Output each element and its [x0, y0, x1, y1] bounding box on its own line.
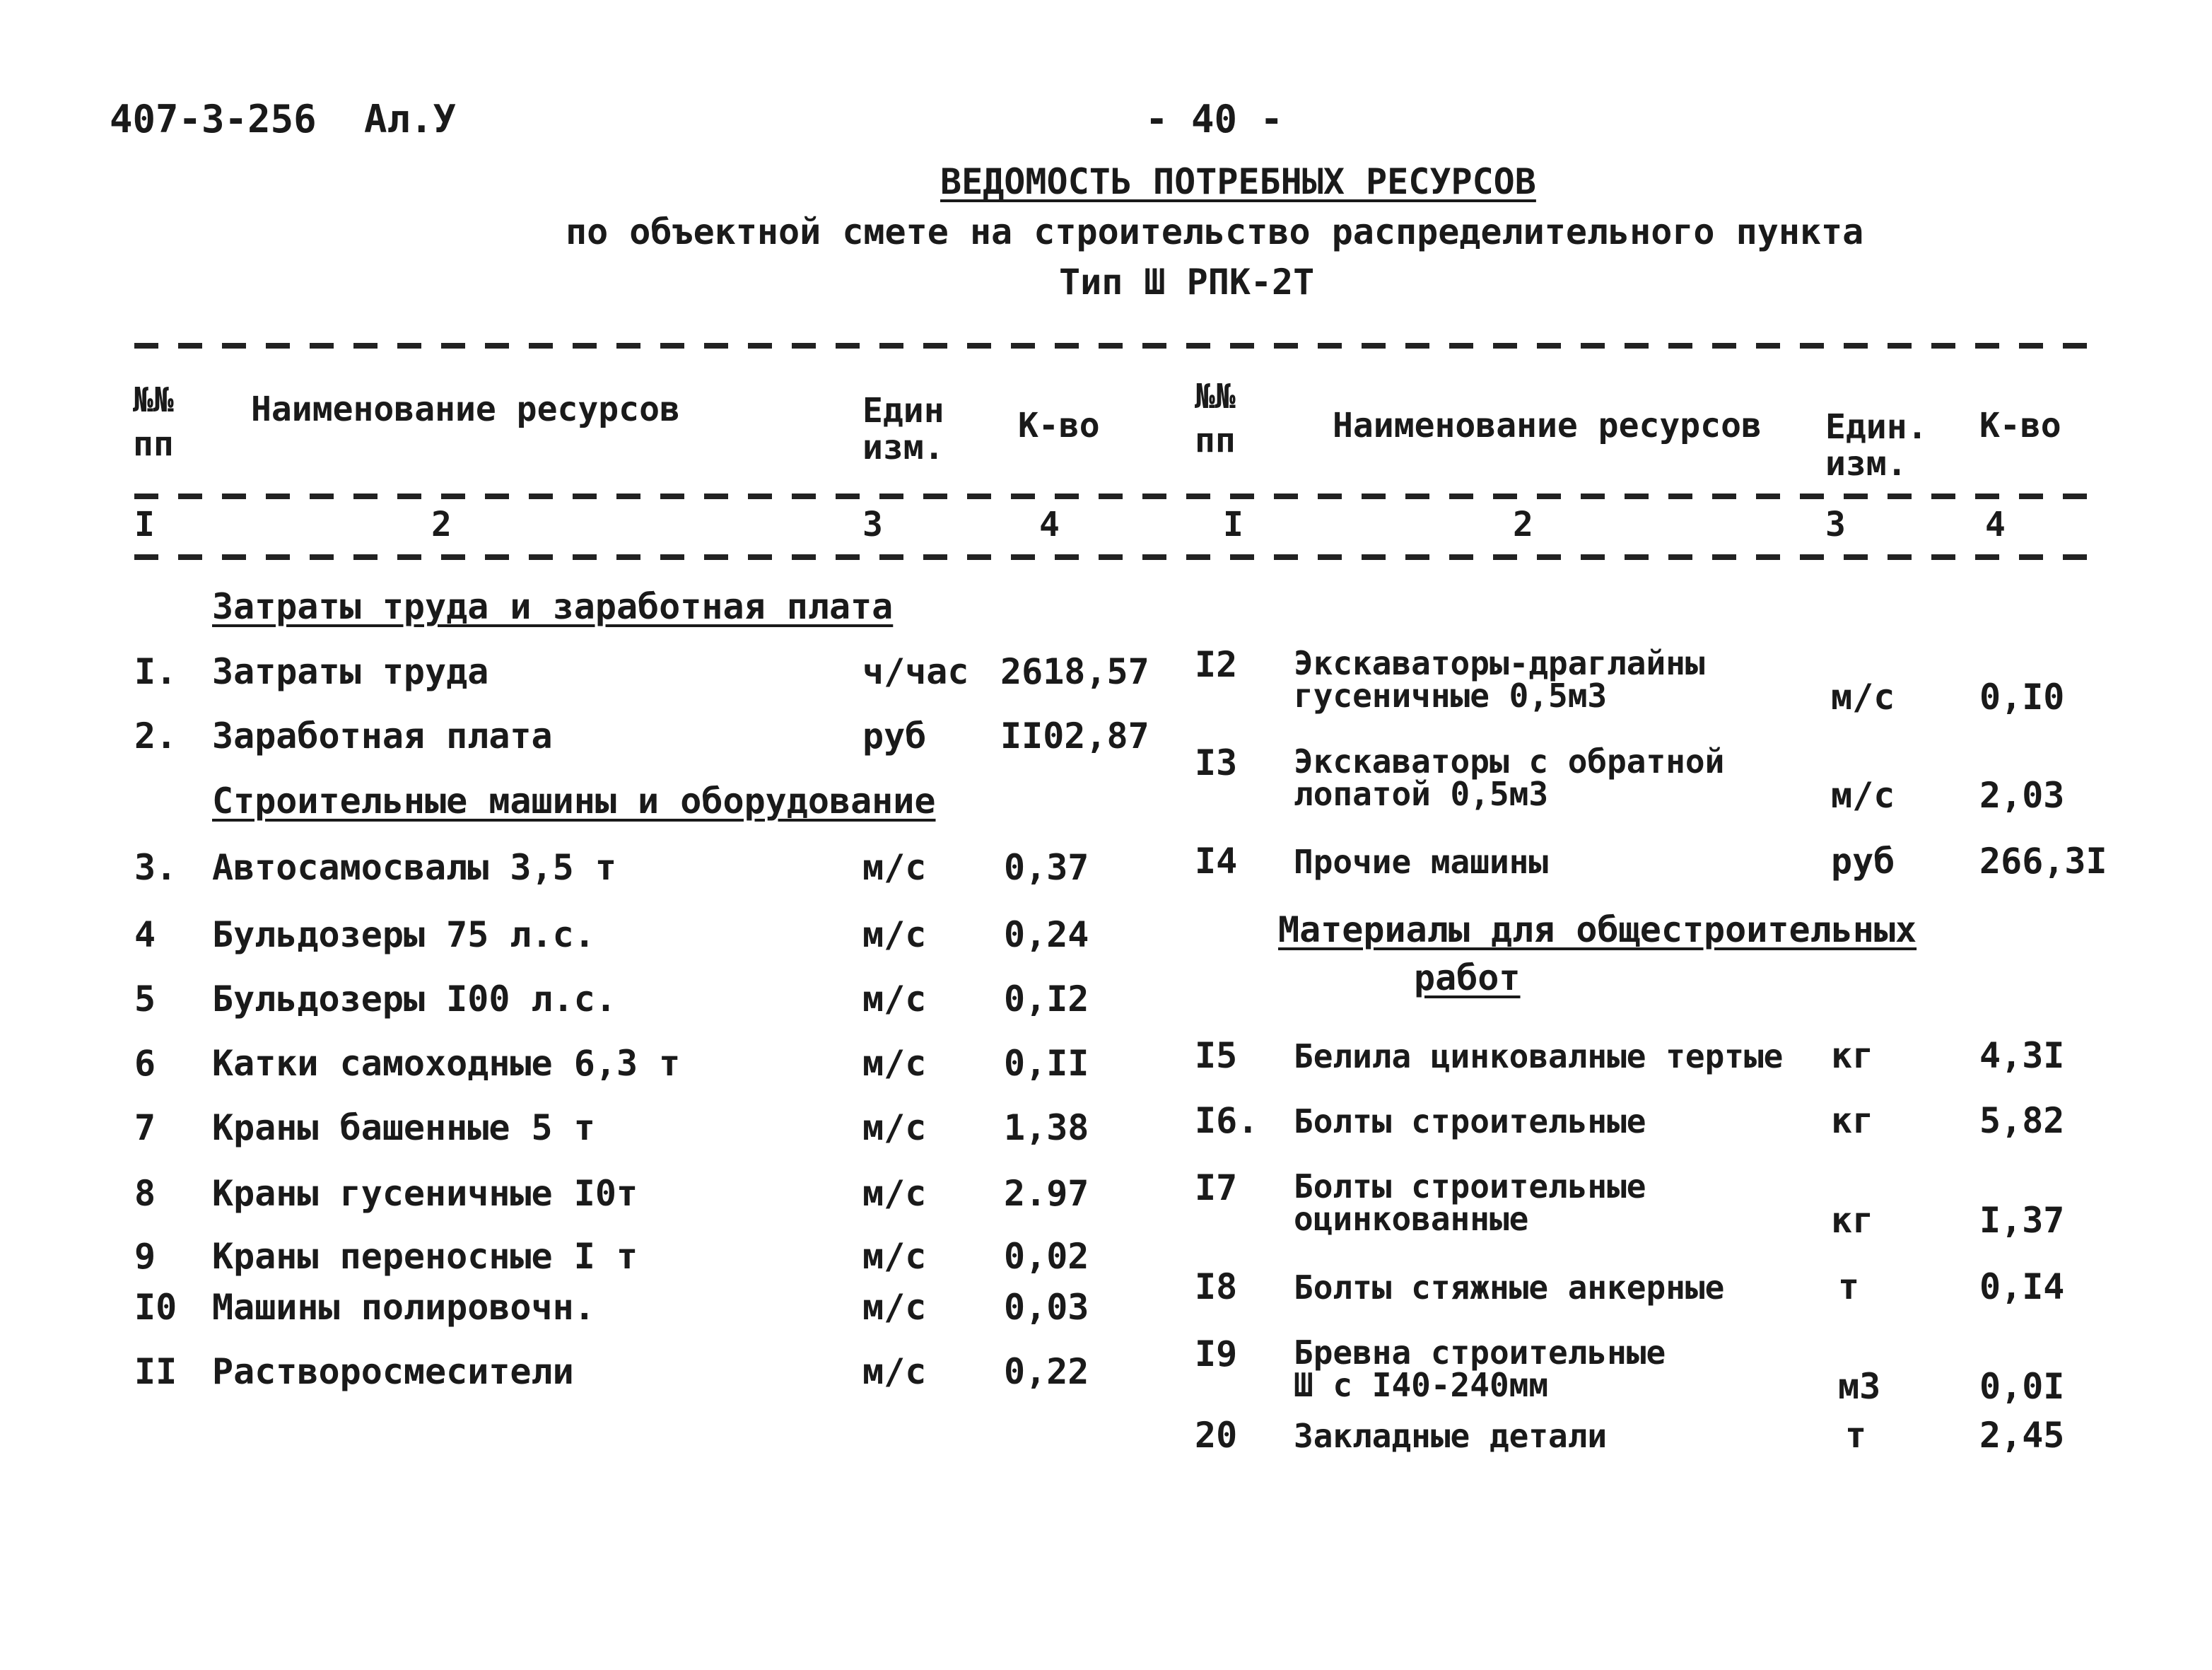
quantity: 0,I2: [1004, 979, 1089, 1020]
row-number: 4: [134, 914, 156, 955]
resource-name: Бревна строительные: [1294, 1333, 1666, 1372]
col-header-unit-left: Един изм.: [862, 391, 944, 467]
col-header-num-right: №№ пп: [1195, 377, 1236, 460]
resource-name: Экскаваторы с обратной: [1294, 742, 1725, 781]
unit-of-measure: м/с: [862, 847, 927, 888]
table-header-rule: [134, 494, 2093, 499]
resource-name: Затраты труда: [212, 651, 489, 692]
resource-name: Заработная плата: [212, 716, 553, 757]
section-heading-labor: Затраты труда и заработная плата: [212, 586, 894, 627]
unit-of-measure: ч/час: [862, 651, 969, 692]
col-number: 2: [1513, 505, 1533, 544]
resource-name: Экскаваторы-драглайны: [1294, 644, 1705, 682]
row-number: I2: [1195, 644, 1238, 685]
quantity: 0,0I: [1979, 1366, 2065, 1407]
unit-of-measure: м/с: [1831, 775, 1895, 816]
resource-name: Белила цинковалные тертые: [1294, 1037, 1784, 1075]
quantity: 0,02: [1004, 1236, 1089, 1277]
resource-name: Прочие машины: [1294, 843, 1549, 881]
quantity: 2,03: [1979, 775, 2065, 816]
section-heading-materials: работ: [1414, 957, 1521, 998]
unit-of-measure: м/с: [862, 1351, 927, 1392]
row-number: I7: [1195, 1167, 1238, 1208]
resource-name: Краны башенные 5 т: [212, 1107, 595, 1148]
quantity: 0,I0: [1979, 677, 2065, 718]
unit-of-measure: м/с: [862, 979, 927, 1020]
resource-name: Болты строительные: [1294, 1102, 1646, 1140]
quantity: 2,45: [1979, 1415, 2065, 1456]
quantity: 0,II: [1004, 1043, 1089, 1084]
resource-name: Болты строительные: [1294, 1167, 1646, 1205]
row-number: 3.: [134, 847, 177, 888]
resource-name-continued: Ш с I40-240мм: [1294, 1366, 1549, 1404]
unit-of-measure: кг: [1831, 1035, 1874, 1076]
document-code: 407-3-256: [110, 97, 317, 141]
quantity: 0,03: [1004, 1287, 1089, 1328]
quantity: II02,87: [1000, 716, 1149, 757]
row-number: 7: [134, 1107, 156, 1148]
quantity: 4,3I: [1979, 1035, 2065, 1076]
resource-name: Болты стяжные анкерные: [1294, 1268, 1725, 1307]
quantity: 5,82: [1979, 1100, 2065, 1141]
resource-name-continued: гусеничные 0,5м3: [1294, 677, 1608, 715]
page-number: - 40 -: [1145, 97, 1284, 141]
row-number: 6: [134, 1043, 156, 1084]
row-number: I8: [1195, 1266, 1238, 1307]
unit-of-measure: м/с: [862, 914, 927, 955]
section-heading-materials: Материалы для общестроительных: [1278, 909, 1917, 950]
unit-of-measure: м/с: [1831, 677, 1895, 718]
resource-name: Краны переносные I т: [212, 1236, 638, 1277]
resource-name-continued: лопатой 0,5м3: [1294, 775, 1549, 813]
col-header-name-left: Наименование ресурсов: [251, 390, 680, 429]
section-heading-machines: Строительные машины и оборудование: [212, 781, 936, 822]
unit-of-measure: руб: [862, 716, 927, 757]
quantity: 0,22: [1004, 1351, 1089, 1392]
table-top-rule: [134, 343, 2093, 349]
quantity: I,37: [1979, 1200, 2065, 1241]
col-number: 4: [1985, 505, 2006, 544]
row-number: I5: [1195, 1035, 1238, 1076]
unit-of-measure: м/с: [862, 1107, 927, 1148]
row-number: 5: [134, 979, 156, 1020]
quantity: 2618,57: [1000, 651, 1149, 692]
statement-type: Тип Ш РПК-2Т: [1059, 262, 1315, 303]
col-header-qty-left: К-во: [1018, 406, 1100, 445]
row-number: 8: [134, 1173, 156, 1214]
resource-name: Краны гусеничные I0т: [212, 1173, 638, 1214]
resource-name: Автосамосвалы 3,5 т: [212, 847, 616, 888]
statement-subtitle: по объектной смете на строительство распределительного пункта: [566, 211, 1864, 252]
unit-of-measure: кг: [1831, 1200, 1874, 1241]
col-number: I: [1223, 505, 1243, 544]
resource-name: Растворосмесители: [212, 1351, 574, 1392]
table-numbers-rule: [134, 554, 2093, 560]
resource-name: Бульдозеры 75 л.с.: [212, 914, 595, 955]
row-number: II: [134, 1351, 177, 1392]
quantity: 266,3I: [1979, 841, 2107, 882]
quantity: 1,38: [1004, 1107, 1089, 1148]
quantity: 0,I4: [1979, 1266, 2065, 1307]
quantity: 0,24: [1004, 914, 1089, 955]
col-header-name-right: Наименование ресурсов: [1333, 406, 1762, 445]
col-header-unit-right: Един. изм.: [1825, 407, 1928, 484]
col-header-qty-right: К-во: [1979, 406, 2061, 445]
row-number: I0: [134, 1287, 177, 1328]
unit-of-measure: т: [1845, 1415, 1867, 1456]
resource-name: Катки самоходные 6,3 т: [212, 1043, 681, 1084]
unit-of-measure: м/с: [862, 1236, 927, 1277]
col-number: I: [134, 505, 155, 544]
resource-name: Машины полировочн.: [212, 1287, 595, 1328]
unit-of-measure: м/с: [862, 1287, 927, 1328]
col-header-num-left: №№ пп: [133, 380, 174, 464]
col-number: 2: [431, 505, 452, 544]
album-label: Ал.У: [364, 97, 457, 141]
unit-of-measure: т: [1838, 1266, 1860, 1307]
row-number: I9: [1195, 1333, 1238, 1374]
statement-title: ВЕДОМОСТЬ ПОТРЕБНЫХ РЕСУРСОВ: [940, 161, 1536, 202]
row-number: I4: [1195, 841, 1238, 882]
row-number: 9: [134, 1236, 156, 1277]
unit-of-measure: м3: [1838, 1366, 1881, 1407]
quantity: 0,37: [1004, 847, 1089, 888]
quantity: 2.97: [1004, 1173, 1089, 1214]
row-number: I3: [1195, 742, 1238, 783]
row-number: 2.: [134, 716, 177, 757]
unit-of-measure: руб: [1831, 841, 1895, 882]
col-number: 3: [862, 505, 883, 544]
row-number: 20: [1195, 1415, 1238, 1456]
resource-name-continued: оцинкованные: [1294, 1200, 1529, 1238]
col-number: 3: [1825, 505, 1846, 544]
unit-of-measure: м/с: [862, 1173, 927, 1214]
row-number: I6.: [1195, 1100, 1259, 1141]
unit-of-measure: кг: [1831, 1100, 1874, 1141]
resource-name: Бульдозеры I00 л.с.: [212, 979, 616, 1020]
row-number: I.: [134, 651, 177, 692]
unit-of-measure: м/с: [862, 1043, 927, 1084]
resource-name: Закладные детали: [1294, 1417, 1608, 1455]
col-number: 4: [1039, 505, 1060, 544]
